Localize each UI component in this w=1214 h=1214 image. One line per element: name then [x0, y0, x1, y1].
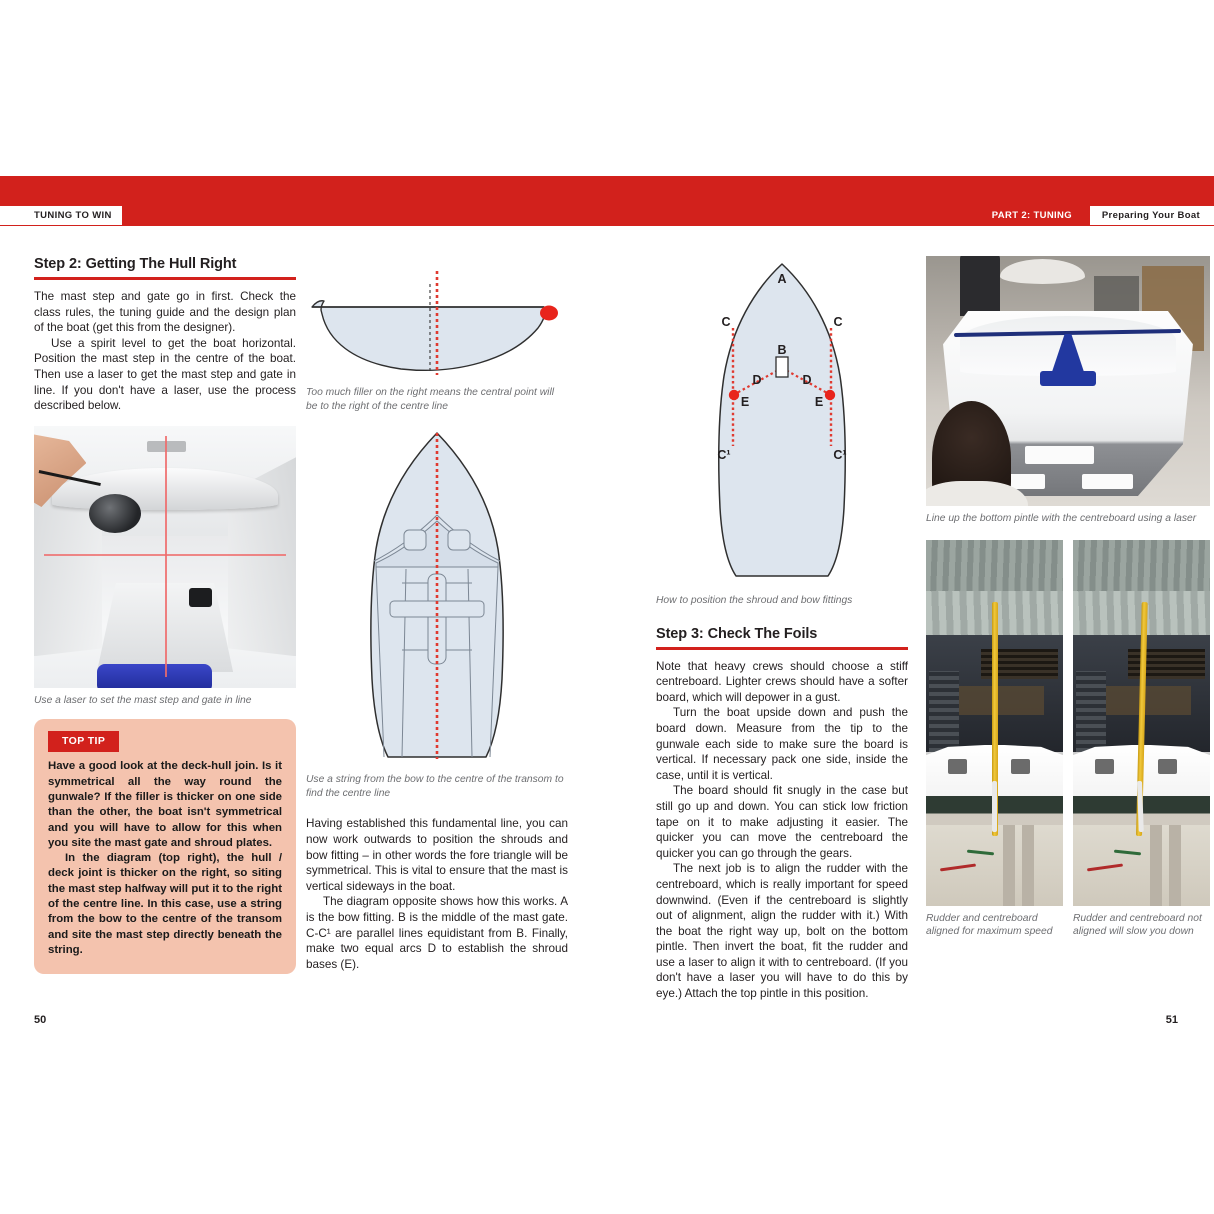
trestle-leg-left	[1003, 825, 1015, 906]
staircase	[929, 671, 959, 752]
label-C1-right: C¹	[833, 448, 847, 462]
deck-fitting	[189, 588, 213, 606]
book-title-tab: TUNING TO WIN	[0, 206, 122, 225]
label-C-left: C	[721, 315, 731, 329]
label-B: B	[777, 343, 787, 357]
workshop-shelf-mid	[1094, 276, 1139, 316]
top-tip-badge: TOP TIP	[48, 731, 119, 752]
hull-cross-section-diagram	[306, 262, 568, 380]
cockpit-photo-caption: Use a laser to set the mast step and gate in line	[34, 694, 252, 706]
trestle-leg-left	[1150, 825, 1162, 906]
step3-heading-rule	[656, 647, 908, 650]
top-tip-paragraph-1: Have a good look at the deck-hull join. Is it symmetrical all the way round the gunwale? If the filler is thicker on one side than the other, the boat isn't symmetrical and you will have to allow for this when you site the mast gate and shroud plates.	[48, 760, 282, 849]
label-D-left: D	[752, 373, 762, 387]
step3-paragraph-4: The next job is to align the rudder with the centreboard, which is really important for speed downwind. (Even if the centreboard is slightly out of alignment, align the rudder with it.) With the boat the right way up, bolt on the bottom pintle. Then invert the boat, fit the rudder and use a laser to align it with to centreboard. (If you don't have a laser you will have to do this by eye.) Attach the top pintle in this position.	[656, 862, 908, 1001]
top-tip-paragraph-2: In the diagram (top right), the hull / deck joint is thicker on the right, so siting the mast step halfway will put it to the right of the centre line. In this case, use a string from the bow to the centre of the transom and site the mast step directly beneath the string.	[48, 852, 282, 956]
transom-patch-lower-right	[1082, 474, 1133, 489]
shroud-base-left-dot	[729, 390, 739, 400]
step-2-heading: Step 2: Getting The Hull Right	[34, 256, 237, 272]
cockpit-with-laser-cross-photo	[34, 426, 296, 688]
blue-pintle-bracket	[1040, 371, 1097, 386]
chapter-title-tab: Preparing Your Boat	[1090, 206, 1214, 225]
top-tip-box	[34, 719, 296, 974]
label-E-left: E	[740, 395, 750, 409]
step3-paragraph-1: Note that heavy crews should choose a stiff centreboard. Lighter crews should have a softer board, which will depower in a gust.	[656, 659, 908, 704]
rudder-misaligned-photo	[1073, 540, 1210, 906]
col2-paragraph-1: Having established this fundamental line, you can now work outwards to position the shrouds and bow fitting – in other words the fore triangle will be symmetrical. This is vital to ensure that the mast is vertical sideways in the boat.	[306, 817, 568, 893]
hull-fitting-left	[1095, 759, 1114, 774]
staircase	[1076, 671, 1106, 752]
trestle-leg-right	[1169, 825, 1181, 906]
step3-paragraph-3: The board should fit snugly in the case but still go up and down. You can stick low friction tape on it to make adjusting it easier. The quicker you can move the centreboard the quicker you can go through the gears.	[656, 784, 908, 860]
shroud-base-right-dot	[825, 390, 835, 400]
transom-patch-upper	[1025, 446, 1093, 464]
page-number-right: 51	[1165, 1014, 1178, 1026]
hull-plan-view-diagram	[306, 429, 568, 767]
cross-section-caption: Too much filler on the right means the central point will be to the right of the centre line	[306, 387, 555, 412]
label-E-right: E	[814, 395, 824, 409]
workshop-floor	[926, 825, 1063, 906]
hull-fitting-right	[1158, 759, 1177, 774]
rudder-photo-pair	[926, 540, 1210, 939]
column-two	[306, 256, 568, 972]
transom-pintle-alignment-photo	[926, 256, 1210, 506]
shroud-and-bow-fitting-diagram	[656, 256, 908, 588]
heading-rule	[34, 277, 296, 280]
rudder-blade	[992, 781, 997, 832]
blue-buoyancy-bag	[97, 664, 212, 688]
hull-outline	[719, 264, 845, 576]
label-A: A	[777, 272, 787, 286]
rudder-misaligned-caption: Rudder and centreboard not aligned will slow you down	[1073, 912, 1202, 938]
hull-fitting-left	[948, 759, 967, 774]
mast-gate-rect	[776, 357, 788, 377]
transom-photo-caption: Line up the bottom pintle with the centreboard using a laser	[926, 513, 1197, 524]
shroud-diagram-caption: How to position the shroud and bow fittings	[656, 595, 853, 606]
plan-view-caption: Use a string from the bow to the centre of the transom to find the centre line	[306, 774, 564, 799]
label-C-right: C	[833, 315, 843, 329]
rudder-aligned-photo	[926, 540, 1063, 906]
laser-line-horizontal	[44, 554, 285, 556]
column-three	[656, 256, 908, 1002]
standing-person	[960, 256, 1000, 316]
trestle-leg-right	[1022, 825, 1034, 906]
step2-paragraph-1: The mast step and gate go in first. Check the class rules, the tuning guide and the design plan of the boat (get this from the designer).	[34, 290, 296, 335]
label-C1-left: C¹	[717, 448, 731, 462]
rudder-aligned-caption: Rudder and centreboard aligned for maximum speed	[926, 912, 1053, 938]
column-four	[926, 256, 1210, 939]
col2-paragraph-2: The diagram opposite shows how this works. A is the bow fitting. B is the middle of the mast gate. C-C¹ are parallel lines equidistant from B. Finally, make two equal arcs D to establish the shroud bases (E).	[306, 895, 568, 971]
page-number-left: 50	[34, 1014, 47, 1026]
column-one	[34, 256, 296, 974]
workshop-floor	[1073, 825, 1210, 906]
step3-paragraph-2: Turn the boat upside down and push the board down. Measure from the tip to the gunwale each side to make sure the board is vertical. If necessary pack one side, inside the case, until it is vertical.	[656, 706, 908, 782]
step2-paragraph-2: Use a spirit level to get the boat horizontal. Position the mast step in the centre of the boat. Then use a laser to get the mast step and gate in line. If you don't have a laser, use the process described below.	[34, 336, 296, 413]
step-3-heading: Step 3: Check The Foils	[656, 625, 818, 642]
filler-blob-marker	[540, 306, 558, 321]
hull-fitting-right	[1011, 759, 1030, 774]
laser-line-vertical	[165, 436, 167, 677]
part-label: PART 2: TUNING	[991, 210, 1072, 221]
label-D-right: D	[802, 373, 812, 387]
